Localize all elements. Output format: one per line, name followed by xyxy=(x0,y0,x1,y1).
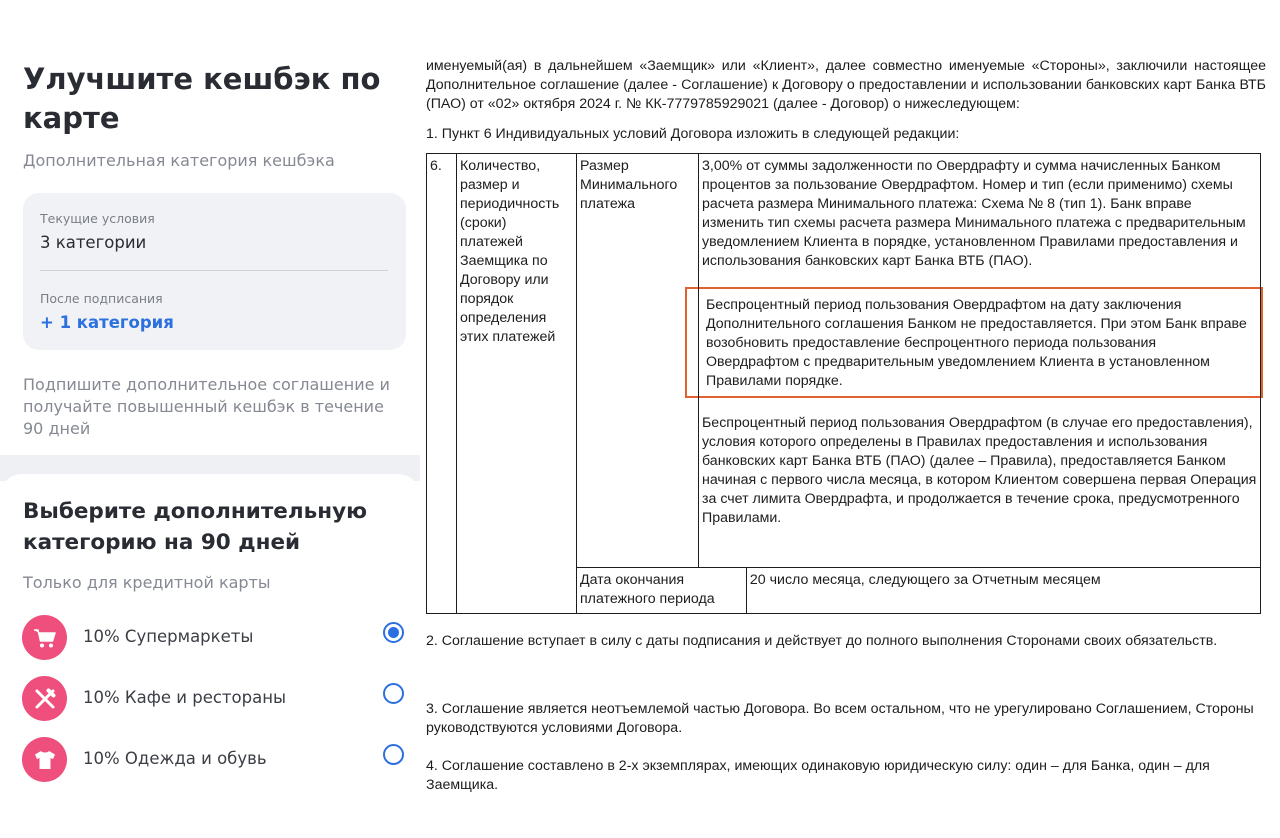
cart-icon xyxy=(22,615,67,660)
category-option-restaurants[interactable] xyxy=(22,676,417,722)
document-item-1: 1. Пункт 6 Индивидуальных условий Договора изложить в следующей редакции: xyxy=(426,126,960,142)
min-payment-text: 3,00% от суммы задолженности по Овердрафту и сумма начисленных Банком процентов за пользование Овердрафтом. Номер и тип (если применимо) схемы расчета размера Минимального платежа: Схема № 8 (тип 1). Банк вправе изменить тип схемы расчета размера Минимального платежа с предварительным уведомлением Клиента в порядке, установленном Правилами предоставления и использования банковских карт Банка ВТБ (ПАО). xyxy=(702,158,1246,269)
category-option-label: 10% Кафе и рестораны xyxy=(83,688,287,707)
cutlery-icon xyxy=(22,676,67,721)
category-radio-selected[interactable] xyxy=(383,622,404,643)
document-item-3: 3. Соглашение является неотъемлемой частью Договора. Во всем остальном, что не урегулировано Соглашением, Стороны руководствуются условиями Договора. xyxy=(426,701,1254,736)
category-option-label: 10% Одежда и обувь xyxy=(83,749,267,768)
select-category-title: Выберите дополнительную категорию на 90 дней xyxy=(23,499,367,555)
min-payment-cell xyxy=(699,154,1261,568)
terms-row-number: 6. xyxy=(427,154,457,614)
highlighted-clause: Беспроцентный период пользования Овердрафтом на дату заключения Дополнительного соглашения Банком не предоставляется. При этом Банк вправе возобновить предоставление беспроцентного периода пользования Овердрафтом с предварительным уведомлением Клиента в установленном Правилами порядке. xyxy=(685,287,1263,398)
category-radio[interactable] xyxy=(383,744,404,765)
category-option-label: 10% Супермаркеты xyxy=(83,627,254,646)
conditions-card xyxy=(23,193,406,350)
terms-row-name: Количество, размер и периодичность (сроки) платежей Заемщика по Договору или порядок определения этих платежей xyxy=(457,154,577,614)
payment-period-end-value: 20 число месяца, следующего за Отчетным месяцем xyxy=(746,568,1260,614)
mobile-app-panel xyxy=(0,0,420,838)
page-title: Улучшите кешбэк по карте xyxy=(23,62,381,135)
terms-table xyxy=(426,153,1261,614)
card-divider xyxy=(40,270,388,271)
document-item-2: 2. Соглашение вступает в силу с даты подписания и действует до полного выполнения Сторонами своих обязательств. xyxy=(426,633,1218,649)
tshirt-icon xyxy=(22,737,67,782)
grace-period-text: Беспроцентный период пользования Овердрафтом (в случае его предоставления), условия которого определены в Правилах предоставления и использования банковских карт Банка ВТБ (ПАО) (далее – Правила), предоставляется Банком начиная с первого числа месяца, в котором Клиентом совершена первая Операция за счет лимита Овердрафта, и продолжается в течение срока, предусмотренного Правилами. xyxy=(702,415,1257,526)
min-payment-label: Размер Минимального платежа xyxy=(577,154,699,568)
agreement-document xyxy=(420,0,1280,838)
offer-description: Подпишите дополнительное соглашение и получайте повышенный кешбэк в течение 90 дней xyxy=(23,375,390,438)
page-subtitle: Дополнительная категория кешбэка xyxy=(23,151,335,170)
document-intro: именуемый(ая) в дальнейшем «Заемщик» или «Клиент», далее совместно именуемые «Стороны», заключили настоящее Дополнительное соглашение (далее - Соглашение) к Договору о предоставлении и использовании банковских карт Банка ВТБ (ПАО) от «02» октября 2024 г. № КК-7779785929021 (далее - Договор) о нижеследующем: xyxy=(426,58,1266,112)
document-item-4: 4. Соглашение составлено в 2-х экземплярах, имеющих одинаковую юридическую силу: один – для Банка, один – для Заемщика. xyxy=(426,758,1210,793)
category-radio[interactable] xyxy=(383,683,404,704)
category-option-supermarkets[interactable] xyxy=(22,615,417,661)
category-option-clothes[interactable] xyxy=(22,737,417,783)
current-conditions-label: Текущие условия xyxy=(40,211,155,226)
current-conditions-value: 3 категории xyxy=(40,233,147,252)
after-signing-value: + 1 категория xyxy=(40,313,174,332)
payment-period-end-label: Дата окончания платежного периода xyxy=(577,568,747,614)
select-category-subtitle: Только для кредитной карты xyxy=(23,573,271,592)
after-signing-label: После подписания xyxy=(40,291,163,306)
